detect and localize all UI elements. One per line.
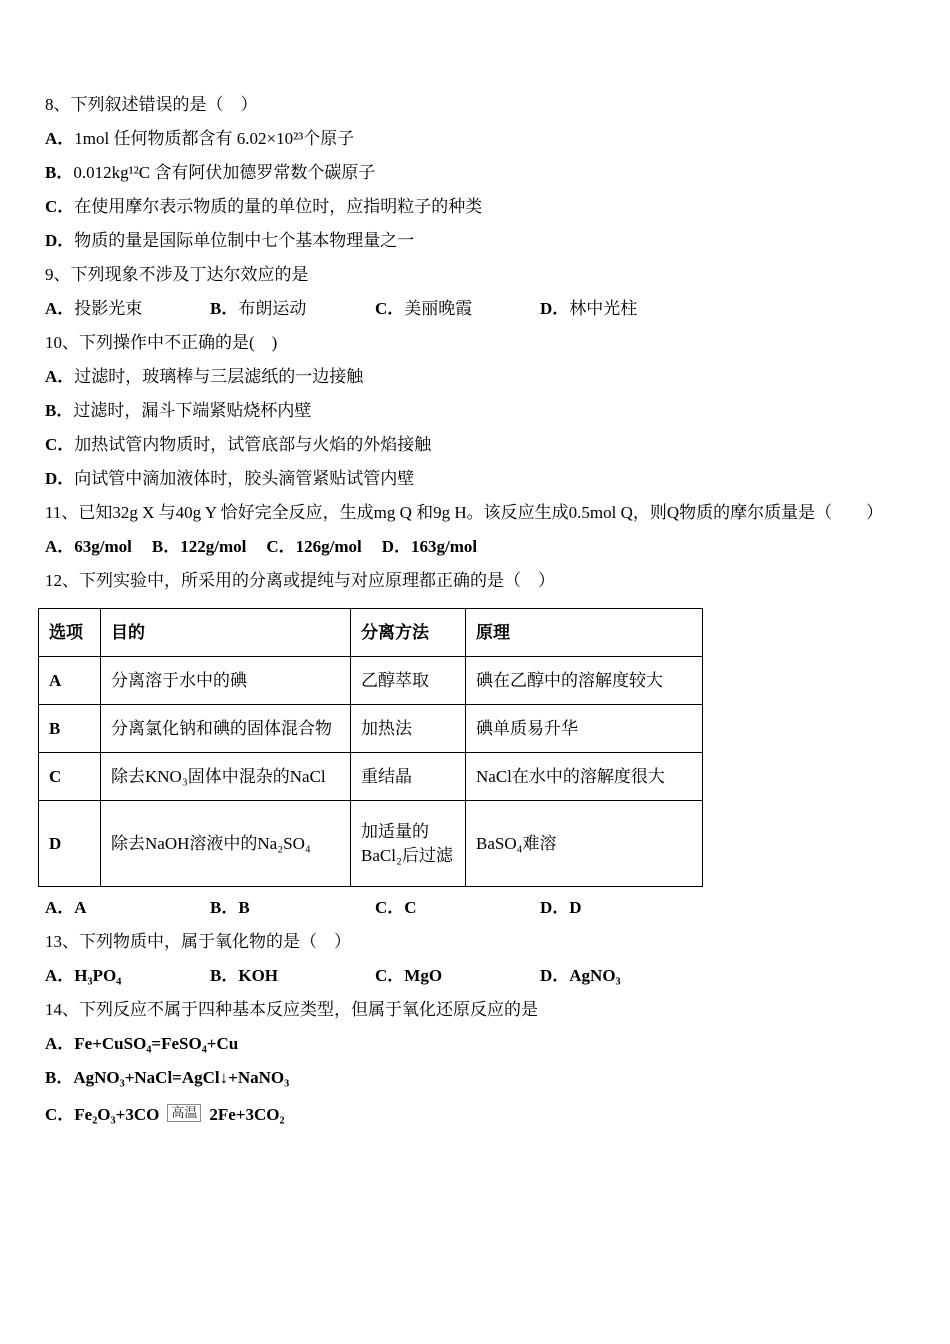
- option-label: B．: [151, 537, 181, 556]
- option-label: B．: [45, 401, 74, 420]
- option-label: B．: [210, 966, 239, 985]
- question-9-option-c: [375, 292, 540, 326]
- option-label: C．: [45, 197, 75, 216]
- question-8-option-d: [45, 224, 910, 258]
- question-10-stem: 10、下列操作中不正确的是( ): [45, 333, 278, 352]
- option-label: D．: [45, 469, 75, 488]
- question-10-option-c: [45, 428, 910, 462]
- option-text: KOH: [238, 966, 279, 985]
- option-text: 在使用摩尔表示物质的量的单位时，应指明粒子的种类: [74, 197, 483, 216]
- question-11-options: [45, 530, 910, 564]
- option-text: B: [238, 898, 250, 917]
- question-11-option-a: [45, 530, 132, 564]
- question-13-option-d: [540, 959, 705, 993]
- question-10-option-a: [45, 360, 910, 394]
- question-13-options: [45, 959, 910, 993]
- option-text: 布朗运动: [238, 299, 307, 318]
- option-label: C．: [375, 898, 405, 917]
- question-9: [45, 258, 910, 326]
- option-text: 加热试管内物质时，试管底部与火焰的外焰接触: [74, 435, 432, 454]
- question-11-option-d: [382, 530, 477, 564]
- question-10-option-b: [45, 394, 910, 428]
- question-9-option-b: [210, 292, 375, 326]
- option-text: 过滤时，漏斗下端紧贴烧杯内壁: [73, 401, 312, 420]
- option-label: A．: [45, 367, 75, 386]
- question-14-option-b: [45, 1061, 910, 1095]
- question-12-answer-options: [45, 891, 910, 925]
- cell-option: A: [39, 657, 101, 705]
- question-8-stem: 8、下列叙述错误的是（ ）: [45, 95, 258, 114]
- header-cell-option: 选项: [39, 609, 101, 657]
- equation-right: 2Fe+3CO₂: [209, 1105, 285, 1124]
- equation-left: Fe₂O₃+3CO: [74, 1105, 160, 1124]
- cell-principle: BaSO₄难溶: [466, 801, 703, 887]
- question-9-option-a: [45, 292, 210, 326]
- option-text: 物质的量是国际单位制中七个基本物理量之一: [74, 231, 415, 250]
- cell-purpose: 分离溶于水中的碘: [101, 657, 351, 705]
- reaction-condition-text: 高温: [167, 1104, 201, 1122]
- option-text: 63g/mol: [74, 537, 132, 556]
- question-13-stem: 13、下列物质中，属于氧化物的是（ ）: [45, 932, 351, 951]
- question-11-option-b: [152, 530, 246, 564]
- question-13: [45, 925, 910, 993]
- header-cell-method: 分离方法: [351, 609, 466, 657]
- option-label: B．: [210, 299, 239, 318]
- question-10: [45, 326, 910, 496]
- question-12-table: [38, 608, 703, 887]
- question-8-option-b: [45, 156, 910, 190]
- option-label: C．: [266, 537, 296, 556]
- option-label: B．: [45, 163, 74, 182]
- option-label: D．: [540, 898, 570, 917]
- option-text: D: [569, 898, 582, 917]
- cell-principle: NaCl在水中的溶解度很大: [466, 753, 703, 801]
- cell-method: 加热法: [351, 705, 466, 753]
- option-label: C．: [45, 435, 75, 454]
- cell-purpose: 除去KNO₃固体中混杂的NaCl: [101, 753, 351, 801]
- option-text: 0.012kg¹²C 含有阿伏加德罗常数个碳原子: [73, 163, 376, 182]
- option-text: 122g/mol: [180, 537, 247, 556]
- question-8: [45, 88, 910, 258]
- question-10-option-d: [45, 462, 910, 496]
- option-text: AgNO₃+NaCl=AgCl↓+NaNO₃: [73, 1068, 290, 1087]
- option-label: A．: [45, 537, 75, 556]
- cell-purpose: 除去NaOH溶液中的Na₂SO₄: [101, 801, 351, 887]
- option-text: 1mol 任何物质都含有 6.02×10²³个原子: [74, 129, 355, 148]
- option-label: A．: [45, 898, 75, 917]
- table-row-c: [39, 753, 703, 801]
- option-text: 过滤时，玻璃棒与三层滤纸的一边接触: [74, 367, 364, 386]
- question-11-stem: 11、已知32g X 与40g Y 恰好完全反应，生成mg Q 和9g H。该反应生成0.5mol Q，则Q物质的摩尔质量是（ ）: [45, 503, 884, 522]
- question-8-option-a: [45, 122, 910, 156]
- question-14-option-a: [45, 1027, 910, 1061]
- option-label: B．: [45, 1068, 74, 1087]
- option-text: AgNO₃: [569, 966, 621, 985]
- question-13-option-b: [210, 959, 375, 993]
- question-11-option-c: [266, 530, 361, 564]
- question-14-option-c: [45, 1095, 910, 1132]
- option-text: H₃PO₄: [74, 966, 122, 985]
- option-label: D．: [540, 966, 570, 985]
- option-text: Fe+CuSO₄=FeSO₄+Cu: [74, 1034, 239, 1053]
- reaction-condition: [167, 1095, 201, 1129]
- question-12-stem: 12、下列实验中，所采用的分离或提纯与对应原理都正确的是（ ）: [45, 571, 555, 590]
- option-text: 美丽晚霞: [404, 299, 473, 318]
- option-label: C．: [375, 966, 405, 985]
- question-11: [45, 496, 910, 564]
- cell-option: C: [39, 753, 101, 801]
- option-text: MgO: [404, 966, 443, 985]
- table-header-row: [39, 609, 703, 657]
- option-label: A．: [45, 1034, 75, 1053]
- option-label: A．: [45, 129, 75, 148]
- cell-method: 乙醇萃取: [351, 657, 466, 705]
- option-text: 126g/mol: [295, 537, 362, 556]
- question-14: [45, 993, 910, 1132]
- cell-option: B: [39, 705, 101, 753]
- cell-option: D: [39, 801, 101, 887]
- cell-principle: 碘在乙醇中的溶解度较大: [466, 657, 703, 705]
- question-12-option-b: [210, 891, 375, 925]
- question-12-option-a: [45, 891, 210, 925]
- question-13-option-a: [45, 959, 210, 993]
- question-12-option-c: [375, 891, 540, 925]
- option-label: D．: [381, 537, 412, 556]
- option-label: D．: [45, 231, 75, 250]
- question-8-option-c: [45, 190, 910, 224]
- table-row-b: [39, 705, 703, 753]
- question-9-options: [45, 292, 910, 326]
- cell-method: 重结晶: [351, 753, 466, 801]
- table-row-d: [39, 801, 703, 887]
- header-cell-purpose: 目的: [101, 609, 351, 657]
- table-row-a: [39, 657, 703, 705]
- option-label: D．: [540, 299, 570, 318]
- cell-purpose: 分离氯化钠和碘的固体混合物: [101, 705, 351, 753]
- question-12: [45, 564, 910, 925]
- question-14-stem: 14、下列反应不属于四种基本反应类型，但属于氧化还原反应的是: [45, 1000, 538, 1019]
- question-12-option-d: [540, 891, 705, 925]
- option-text: C: [404, 898, 417, 917]
- option-text: 投影光束: [74, 299, 143, 318]
- option-label: A．: [45, 299, 75, 318]
- option-label: C．: [375, 299, 405, 318]
- cell-method: 加适量的BaCl₂后过滤: [351, 801, 466, 887]
- question-9-stem: 9、下列现象不涉及丁达尔效应的是: [45, 265, 309, 284]
- option-text: A: [74, 898, 87, 917]
- question-9-option-d: [540, 292, 705, 326]
- option-text: 林中光柱: [569, 299, 638, 318]
- cell-principle: 碘单质易升华: [466, 705, 703, 753]
- question-13-option-c: [375, 959, 540, 993]
- option-text: 163g/mol: [411, 537, 478, 556]
- option-label: B．: [210, 898, 239, 917]
- header-cell-principle: 原理: [466, 609, 703, 657]
- option-label: C．: [45, 1105, 75, 1124]
- option-label: A．: [45, 966, 75, 985]
- option-text: 向试管中滴加液体时，胶头滴管紧贴试管内壁: [74, 469, 415, 488]
